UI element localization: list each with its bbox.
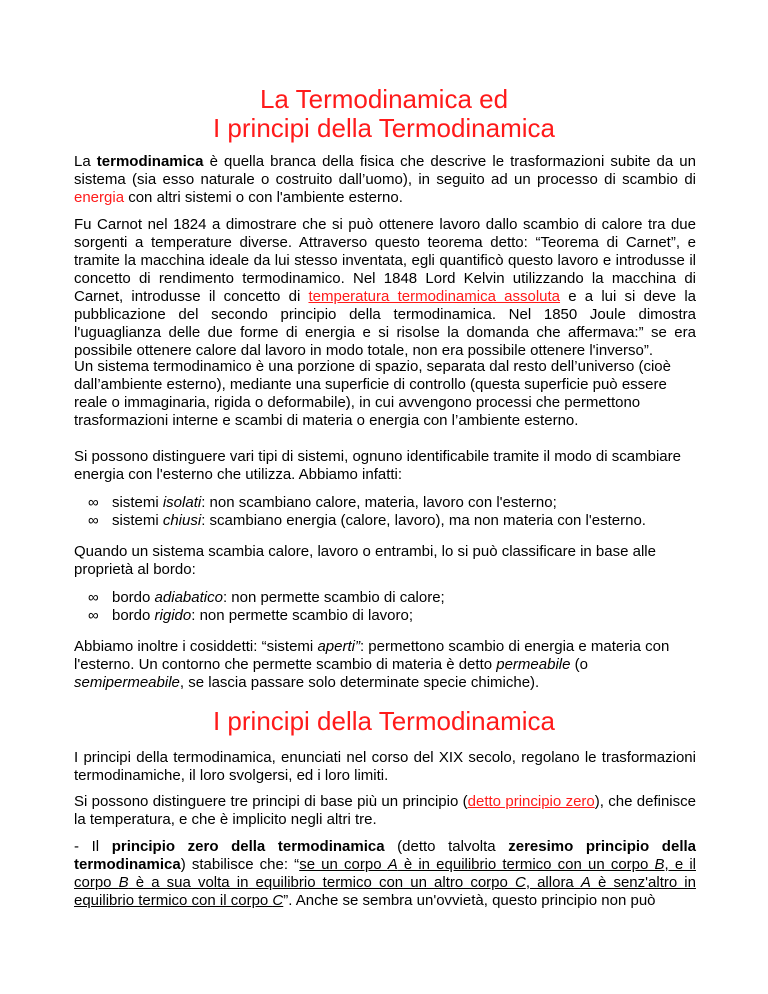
term-termodinamica: termodinamica <box>96 153 204 170</box>
bullet-icon: ∞ <box>88 589 99 606</box>
page-title-line-1: La Termodinamica ed <box>259 84 509 114</box>
link-principio-zero[interactable]: detto principio zero <box>467 793 595 810</box>
list-sistemi <box>74 494 714 530</box>
link-temperatura-termodinamica[interactable]: temperatura termodinamica assoluta <box>308 288 561 305</box>
paragraph-tre-principi: Si possono distinguere tre principi di base più un principio (detto principio zero), che definisce la temperatura, e che è implicito negli altri tre. <box>74 793 696 828</box>
paragraph-bordo: Quando un sistema scambia calore, lavoro o entrambi, lo si può classificare in base alle proprietà al bordo: <box>74 543 656 578</box>
bullet-icon: ∞ <box>88 607 99 624</box>
underlined-quote: se un corpo A è in equilibrio termico con un corpo B, e il corpo B è a sua volta in equilibrio termico con un altro corpo C, allora A è senz'altro in equilibrio termico con il corpo C <box>74 856 696 909</box>
list-item: ∞ bordo rigido: non permette scambio di lavoro; <box>88 607 414 624</box>
list-item: ∞ sistemi chiusi: scambiano energia (calore, lavoro), ma non materia con l'esterno. <box>88 512 646 529</box>
paragraph-aperti: Abbiamo inoltre i cosiddetti: “sistemi aperti”: permettono scambio di energia e materia con l'esterno. Un contorno che permette scambio di materia è detto permeabile (o semipermeabile, se lascia passare solo determinate specie chimiche). <box>74 638 670 691</box>
bullet-icon: ∞ <box>88 512 99 529</box>
list-item: ∞ sistemi isolati: non scambiano calore, materia, lavoro con l'esterno; <box>88 494 557 511</box>
list-bordo <box>74 589 714 625</box>
page-title-line-2: I principi della Termodinamica <box>212 113 555 143</box>
paragraph-principi: I principi della termodinamica, enunciati nel corso del XIX secolo, regolano le trasformazioni termodinamiche, il loro svolgersi, ed i loro limiti. <box>74 749 696 784</box>
paragraph-principio-zero: - Il principio zero della termodinamica (detto talvolta zeresimo principio della termodinamica) stabilisce che: “se un corpo A è in equilibrio termico con un corpo B, e il corpo B è a sua volta in equilibrio termico con un altro corpo C, allora A è senz'altro in equilibrio termico con il corpo C”. Anche se sembra un'ovvietà, questo principio non può <box>74 838 696 909</box>
paragraph-carnot: Fu Carnot nel 1824 a dimostrare che si può ottenere lavoro dallo scambio di calore tra due sorgenti a temperature diverse. Attraverso questo teorema detto: “Teorema di Carnet”, e tramite la macchina ideale da lui stesso inventata, egli quantificò questo lavoro e introdusse il concetto di rendimento termodinamico. Nel 1848 Lord Kelvin utilizzando la macchina di Carnet, introdusse il concetto di temperatura termodinamica assoluta e a lui si deve la pubblicazione del secondo principio della termodinamica. Nel 1850 Joule dimostra l'uguaglianza delle due forme di energia e si risolse la domanda che affermava:” se era possibile ottenere calore dal lavoro in modo totale, non era possibile ottenere l'inverso”. <box>74 216 697 359</box>
section-heading: I principi della Termodinamica <box>212 706 555 736</box>
term-energia: energia <box>74 189 125 206</box>
paragraph-intro: La termodinamica è quella branca della fisica che descrive le trasformazioni subite da un sistema (sia esso naturale o costruito dall’uomo), in seguito ad un processo di scambio di energia con altri sistemi o con l'ambiente esterno. <box>74 153 696 206</box>
paragraph-tipi-sistemi: Si possono distinguere vari tipi di sistemi, ognuno identificabile tramite il modo di scambiare energia con l'esterno che utilizza. Abbiamo infatti: <box>74 448 681 483</box>
paragraph-sistema: Un sistema termodinamico è una porzione di spazio, separata dal resto dell’universo (cioè dall’ambiente esterno), mediante una superficie di controllo (questa superficie può essere reale o immaginaria, rigida o deformabile), in cui avvengono processi che permettono trasformazioni interne e scambi di materia o energia con l’ambiente esterno. <box>74 358 671 429</box>
bullet-icon: ∞ <box>88 494 99 511</box>
list-item: ∞ bordo adiabatico: non permette scambio di calore; <box>88 589 445 606</box>
